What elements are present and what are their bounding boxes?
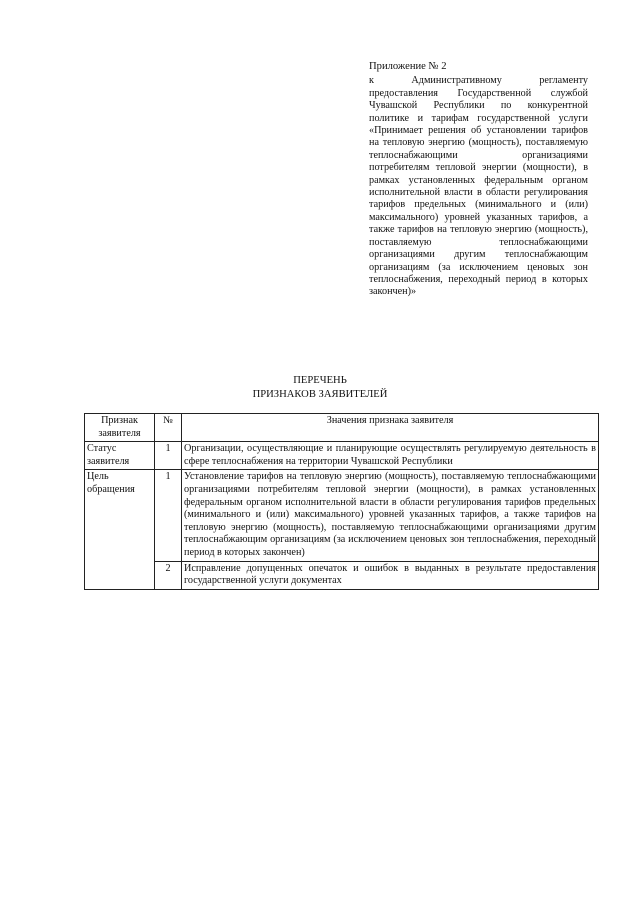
header-attribute: Признак заявителя <box>85 414 155 442</box>
appendix-block <box>369 61 588 299</box>
document-heading-line1: ПЕРЕЧЕНЬ <box>293 375 347 386</box>
row-value: Исправление допущенных опечаток и ошибок в выданных в результате предоставления государственной услуги документах <box>182 561 599 589</box>
appendix-body: к Административному регламенту предоставления Государственной службой Чувашской Республики по конкурентной политике и тарифам государственной услуги «Принимает решения об установлении тарифов на тепловую энергию (мощность), поставляемую теплоснабжающими организациями потребителям тепловой энергии (мощности), в рамках установленных федеральным органом исполнительной власти в области регулирования тарифов предельных (минимального и (или) максимального) уровней указанных тарифов, а также тарифов на тепловую энергию (мощность), поставляемую теплоснабжающими организациями другим теплоснабжающим организациям (за исключением ценовых зон теплоснабжения, переходный период в которых закончен)» <box>369 75 588 298</box>
table-row <box>85 561 599 589</box>
header-number: № <box>155 414 182 442</box>
applicant-criteria-table <box>84 413 599 590</box>
row-value: Организации, осуществляющие и планирующие осуществлять регулируемую деятельность в сфере теплоснабжения на территории Чувашской Республики <box>182 442 599 470</box>
row-attribute: Статус заявителя <box>85 442 155 470</box>
table-row <box>85 442 599 470</box>
row-number: 1 <box>155 442 182 470</box>
row-attribute: Цель обращения <box>85 470 155 589</box>
document-heading-line2: ПРИЗНАКОВ ЗАЯВИТЕЛЕЙ <box>252 389 388 400</box>
table-row <box>85 470 599 561</box>
row-number: 1 <box>155 470 182 561</box>
row-value: Установление тарифов на тепловую энергию (мощность), поставляемую теплоснабжающими организациями потребителям тепловой энергии (мощности), в рамках установленных федеральным органом исполнительной власти в области регулирования тарифов предельных (минимального и (или) максимального) уровней указанных тарифов, а также тарифов на тепловую энергию (мощность), поставляемую теплоснабжающими организациями другим теплоснабжающим организациям (за исключением ценовых зон теплоснабжения, переходный период в которых закончен) <box>182 470 599 561</box>
table-header-row <box>85 414 599 442</box>
row-number: 2 <box>155 561 182 589</box>
header-values: Значения признака заявителя <box>182 414 599 442</box>
appendix-title: Приложение № 2 <box>369 61 447 72</box>
